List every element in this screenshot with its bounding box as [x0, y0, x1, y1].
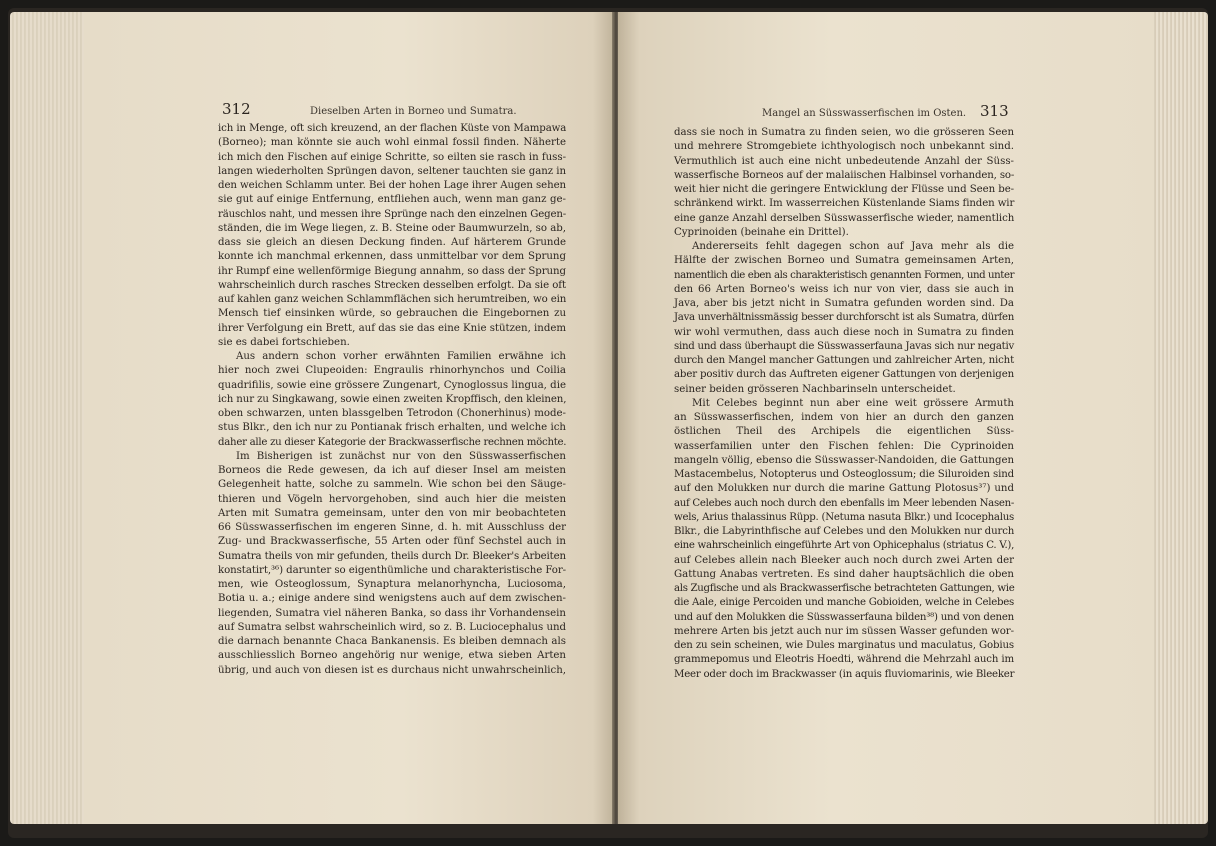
text-line: auf den Molukken nur durch die marine Gattung Plotosus³⁷) und: [674, 483, 1014, 495]
text-line: wir wohl vermuthen, dass auch diese noch in Sumatra zu finden: [674, 326, 1014, 338]
text-line: übrig, und auch von diesen ist es durchaus nicht unwahrscheinlich,: [218, 664, 566, 676]
text-line: Zug- und Brackwasserfische, 55 Arten oder fünf Sechstel auch in: [218, 536, 566, 548]
paragraph: [674, 126, 1014, 240]
text-line: schränkend wirkt. Im wasserreichen Küstenlande Siams finden wir: [674, 198, 1015, 210]
text-line: Meer oder doch im Brackwasser (in aquis fluviomarinis, wie Bleeker: [674, 668, 1015, 680]
text-line: konstatirt,³⁶) darunter so eigenthümliche und charakteristische For-: [218, 564, 567, 576]
text-line: wahrscheinlich durch rasches Strecken desselben erfolgt. Da sie oft: [218, 279, 566, 291]
text-line: ihr Rumpf eine wellenförmige Biegung annahm, so dass der Sprung: [218, 265, 566, 277]
text-line: namentlich die eben als charakteristisch genannten Formen, und unter: [674, 269, 1015, 281]
page-edges-left: [10, 12, 90, 824]
text-line: aber positiv durch das Auftreten eigener Gattungen von derjenigen: [674, 369, 1015, 381]
text-line: an Süsswasserfischen, indem von hier an durch den ganzen: [674, 412, 1014, 423]
left-page: [84, 12, 614, 824]
text-line: Mastacembelus, Notopterus und Osteoglossum; die Siluroiden sind: [674, 469, 1015, 480]
text-line: die Aale, einige Percoiden und manche Gobioiden, welche in Celebes: [674, 597, 1015, 609]
text-line: ich in Menge, oft sich kreuzend, an der flachen Küste von Mampawa: [218, 123, 567, 134]
text-line: Hälfte der zwischen Borneo und Sumatra gemeinsamen Arten,: [674, 255, 1014, 267]
text-line: grammepomus und Eleotris Hoedti, während die Mehrzahl auch im: [674, 654, 1014, 666]
text-line: wasserfamilien unter den Fischen fehlen: Die Cyprinoiden: [674, 440, 1014, 452]
left-body-text: [218, 122, 566, 678]
text-line: langen wiederholten Sprüngen davon, seltener tauchten sie ganz in: [218, 165, 567, 177]
text-line: thieren und Vögeln hervorgehoben, sind auch hier die meisten: [218, 493, 566, 505]
paragraph: [218, 350, 566, 450]
text-line: men, wie Osteoglossum, Synaptura melanorhyncha, Luciosoma,: [218, 579, 566, 590]
text-line: wasserfische Borneos auf der malaiischen Halbinsel vorhanden, so-: [674, 169, 1015, 181]
page-number-left: 312: [222, 100, 251, 118]
text-line: Cyprinoiden (beinahe ein Drittel).: [674, 226, 849, 238]
text-line: Vermuthlich ist auch eine nicht unbedeutende Anzahl der Süss-: [674, 155, 1014, 167]
text-line: ihrer Verfolgung ein Brett, auf das sie das eine Knie stützen, indem: [218, 322, 567, 334]
text-line: ich mich den Fischen auf einige Schritte, so eilten sie rasch in fuss-: [218, 151, 566, 163]
text-line: Arten mit Sumatra gemeinsam, unter den von mir beobachteten: [218, 507, 566, 519]
text-line: die darnach benannte Chaca Bankanensis. Es bleiben demnach als: [218, 636, 566, 647]
running-head-left: Dieselben Arten in Borneo und Sumatra.: [310, 106, 517, 117]
text-line: dass sie gleich an diesen Deckung finden. Auf härterem Grunde: [218, 237, 566, 248]
right-page: [618, 12, 1154, 824]
text-line: Sumatra theils von mir gefunden, theils durch Dr. Bleeker's Arbeiten: [218, 550, 566, 562]
text-line: mehrere Arten bis jetzt auch nur im süssen Wasser gefunden wor-: [674, 625, 1015, 637]
text-line: ich nur zu Singkawang, sowie einen zweiten Kropffisch, den kleinen,: [218, 393, 567, 405]
text-line: auf Celebes allein nach Bleeker auch noch durch zwei Arten der: [674, 554, 1014, 566]
text-line: konnte ich manchmal erkennen, dass unmittelbar vor dem Sprung: [218, 251, 566, 263]
paragraph: [674, 240, 1014, 397]
text-line: Java, aber bis jetzt nicht in Sumatra gefunden worden sind. Da: [674, 298, 1014, 309]
text-line: räuschlos naht, und messen ihre Sprünge nach den einzelnen Gegen-: [218, 208, 566, 220]
text-line: auf Celebes auch noch durch den ebenfalls im Meer lebenden Nasen-: [674, 497, 1015, 509]
text-line: liegenden, Sumatra viel näheren Banka, so dass ihr Vorhandensein: [218, 607, 566, 619]
text-line: eine wahrscheinlich eingeführte Art von Ophicephalus (striatus C. V.),: [674, 540, 1014, 552]
text-line: Gattung Anabas vertreten. Es sind daher hauptsächlich die oben: [674, 568, 1014, 580]
page-number-right: 313: [980, 102, 1009, 120]
text-line: mangeln völlig, ebenso die Süsswasser-Nandoiden, die Gattungen: [674, 454, 1014, 466]
text-line: Gelegenheit hatte, solche zu sammeln. Wie schon bei den Säuge-: [218, 479, 566, 491]
text-line: östlichen Theil des Archipels die eigentlichen Süss-: [674, 426, 1014, 438]
text-line: daher alle zu dieser Kategorie der Brackwasserfische rechnen möchte.: [218, 436, 567, 448]
text-line: 66 Süsswasserfischen im engeren Sinne, d. h. mit Ausschluss der: [218, 522, 566, 533]
right-body-text: [674, 126, 1014, 682]
text-line: Aus andern schon vorher erwähnten Familien erwähne ich: [236, 351, 566, 362]
text-line: seiner beiden grösseren Nachbarinseln unterscheidet.: [674, 383, 956, 395]
text-line: stus Blkr., den ich nur zu Pontianak frisch erhalten, und welche ich: [218, 422, 566, 434]
text-line: Mit Celebes beginnt nun aber eine weit grössere Armuth: [692, 397, 1014, 409]
paragraph: [218, 450, 566, 678]
running-head-right: Mangel an Süsswasserfischen im Osten.: [762, 108, 967, 119]
text-line: Botia u. a.; einige andere sind wenigstens auch auf dem zwischen-: [218, 593, 566, 605]
text-line: dass sie noch in Sumatra zu finden seien, wo die grösseren Seen: [674, 127, 1014, 138]
text-line: weit hier nicht die geringere Entwicklung der Flüsse und Seen be-: [674, 184, 1015, 195]
text-line: und mehrere Stromgebiete ichthyologisch noch unbekannt sind.: [674, 141, 1014, 153]
page-edges-right: [1148, 12, 1208, 824]
text-line: durch den Mangel mancher Gattungen und zahlreicher Arten, nicht: [674, 355, 1014, 366]
text-line: den 66 Arten Borneo's weiss ich nur von vier, dass sie auch in: [674, 283, 1014, 295]
text-line: Mensch tief einsinken würde, so gebrauchen die Eingebornen zu: [218, 308, 566, 320]
text-line: Im Bisherigen ist zunächst nur von den Süsswasserfischen: [236, 450, 566, 462]
text-line: quadrifilis, sowie eine grössere Zungenart, Cynoglossus lingua, die: [218, 379, 566, 391]
text-line: den weichen Schlamm unter. Bei der hohen Lage ihrer Augen sehen: [218, 180, 566, 191]
text-line: Blkr., die Labyrinthfische auf Celebes und den Molukken nur durch: [674, 526, 1015, 537]
text-line: oben schwarzen, unten blassgelben Tetrodon (Chonerhinus) mode-: [218, 408, 566, 419]
paragraph: [218, 122, 566, 350]
text-line: den zu sein scheinen, wie Dules marginatus und maculatus, Gobius: [674, 640, 1015, 651]
text-line: sie gut auf einige Entfernung, entfliehen auch, wenn man ganz ge-: [218, 194, 566, 206]
text-line: sie es dabei fortschieben.: [218, 336, 350, 348]
text-line: Borneos die Rede gewesen, da ich auf dieser Insel am meisten: [218, 465, 566, 476]
text-line: (Borneo); man könnte sie auch wohl einmal fossil finden. Näherte: [218, 137, 566, 149]
paragraph: [674, 397, 1014, 682]
text-line: auf kahlen ganz weichen Schlammflächen sich herumtreiben, wo ein: [218, 294, 567, 305]
text-line: als Zugfische und als Brackwasserfische betrachteten Gattungen, wie: [674, 583, 1015, 594]
text-line: eine ganze Anzahl derselben Süsswasserfische wieder, namentlich: [674, 212, 1015, 224]
text-line: auf Sumatra selbst wahrscheinlich wird, so z. B. Luciocephalus und: [218, 621, 566, 633]
text-line: sind und dass überhaupt die Süsswasserfauna Javas sich nur negativ: [674, 340, 1015, 352]
text-line: und auf den Molukken die Süsswasserfauna bilden³⁸) und von denen: [674, 611, 1014, 623]
text-line: ständen, die im Wege liegen, z. B. Steine oder Baumwurzeln, so ab,: [218, 222, 566, 234]
text-line: ausschliesslich Borneo angehörig nur wenige, etwa sieben Arten: [218, 650, 566, 662]
text-line: wels, Arius thalassinus Rüpp. (Netuma nasuta Blkr.) und Icocephalus: [674, 511, 1014, 523]
text-line: hier noch zwei Clupeoiden: Engraulis rhinorhynchos und Coilia: [218, 365, 566, 377]
text-line: Andererseits fehlt dagegen schon auf Java mehr als die: [692, 241, 1014, 252]
text-line: Java unverhältnissmässig besser durchforscht ist als Sumatra, dürfen: [674, 312, 1015, 324]
